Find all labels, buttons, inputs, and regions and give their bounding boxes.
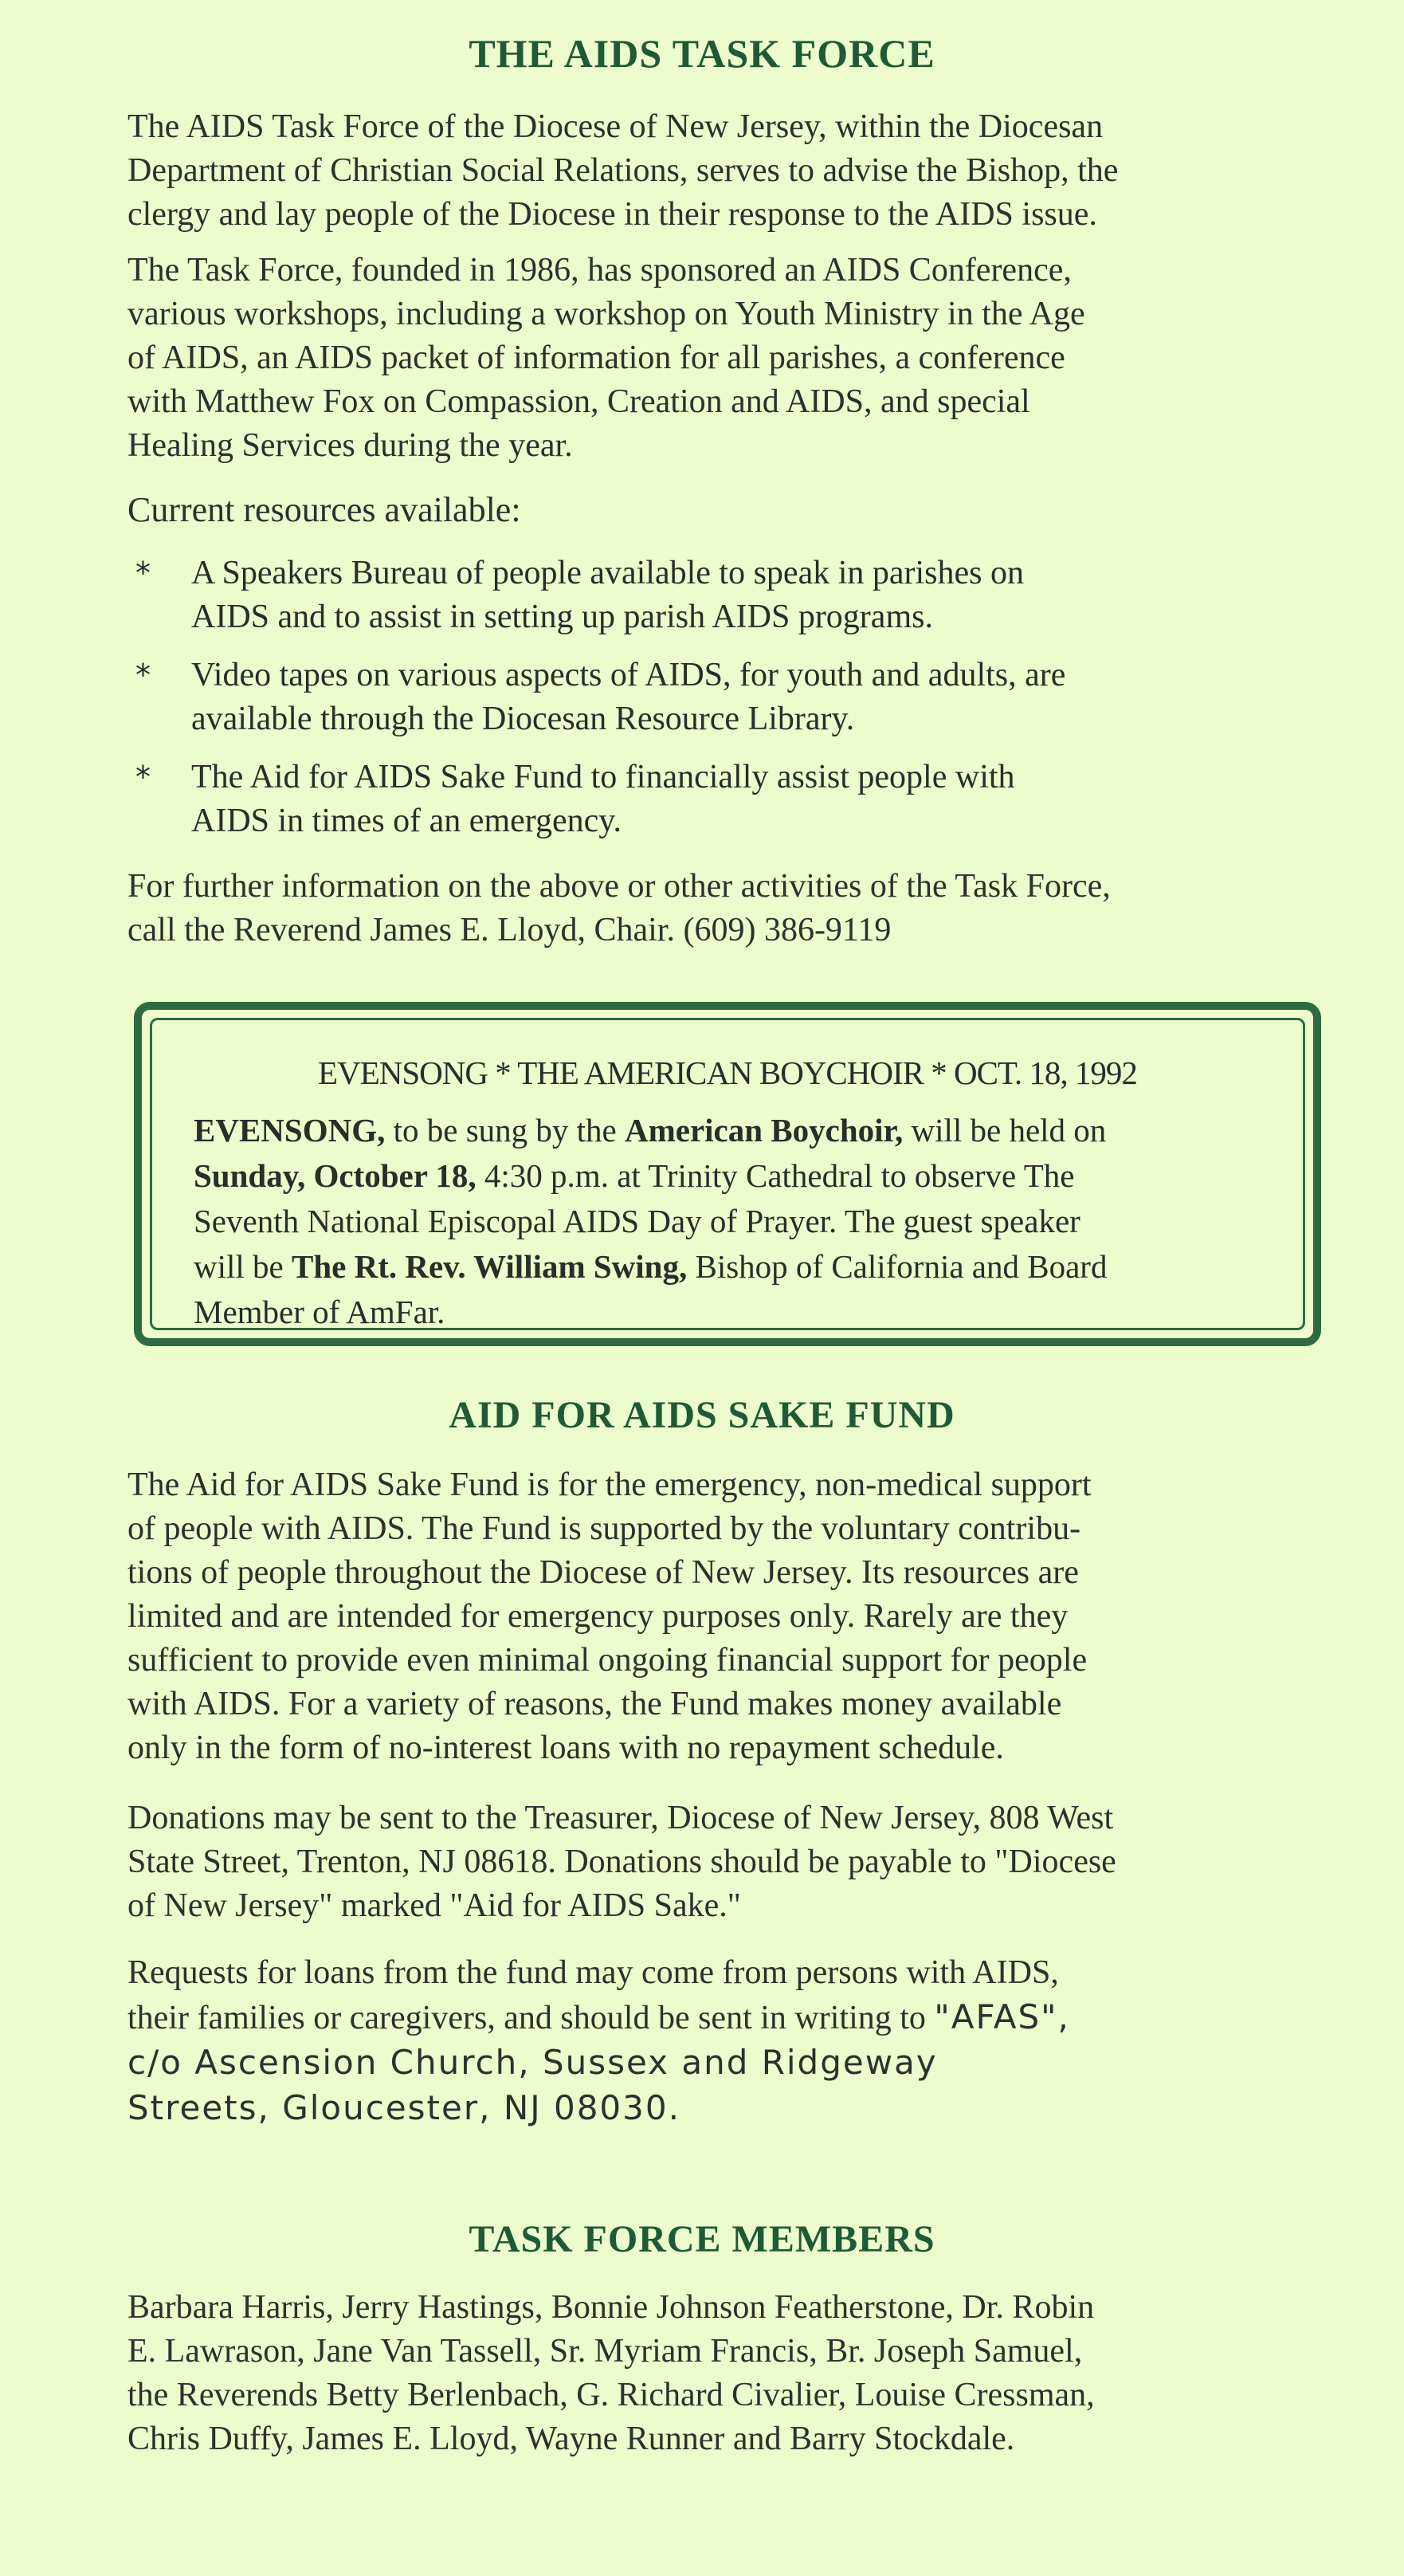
fund-line: only in the form of no-interest loans with no repayment schedule. xyxy=(127,1730,1004,1766)
members-heading: TASK FORCE MEMBERS xyxy=(469,2218,935,2260)
history-line: with Matthew Fox on Compassion, Creation and AIDS, and special xyxy=(127,383,1030,420)
contact-line: call the Reverend James E. Lloyd, Chair. (609) 386-9119 xyxy=(127,912,892,948)
guest-speaker: The Rt. Rev. William Swing, xyxy=(291,1248,688,1285)
intro-line: The AIDS Task Force of the Diocese of New Jersey, within the Diocesan xyxy=(127,108,1104,145)
resources-intro: Current resources available: xyxy=(127,490,521,529)
evensong-word: EVENSONG, xyxy=(194,1112,386,1149)
fund-heading: AID FOR AIDS SAKE FUND xyxy=(449,1394,955,1436)
request-line: their families or caregivers, and should be sent in writing to xyxy=(127,2000,935,2036)
resource-line: Video tapes on various aspects of AIDS, for youth and adults, are xyxy=(191,657,1066,693)
donation-line: State Street, Trenton, NJ 08618. Donations should be payable to "Diocese xyxy=(127,1844,1116,1880)
fund-line: of people with AIDS. The Fund is supported by the voluntary contribu- xyxy=(127,1510,1081,1547)
evensong-text: to be sung by the xyxy=(385,1112,625,1149)
evensong-inner-border xyxy=(150,1018,1305,1330)
evensong-text: will be held on xyxy=(903,1112,1107,1149)
evensong-body xyxy=(194,1108,1293,1335)
request-address-line: c/o Ascension Church, Sussex and Ridgeway xyxy=(127,2043,938,2082)
intro-line: Department of Christian Social Relations, serves to advise the Bishop, the xyxy=(127,152,1119,189)
members-line: E. Lawrason, Jane Van Tassell, Sr. Myriam Francis, Br. Joseph Samuel, xyxy=(127,2333,1083,2370)
fund-description xyxy=(127,1463,1331,1770)
fund-line: limited and are intended for emergency purposes only. Rarely are they xyxy=(127,1598,1069,1635)
fund-line: sufficient to provide even minimal ongoing financial support for people xyxy=(127,1642,1088,1679)
request-address-line: Streets, Gloucester, NJ 08030. xyxy=(127,2088,680,2127)
fund-line: with AIDS. For a variety of reasons, the Fund makes money available xyxy=(127,1686,1062,1722)
members-line: the Reverends Betty Berlenbach, G. Richard Civalier, Louise Cressman, xyxy=(127,2377,1095,2413)
task-force-heading: THE AIDS TASK FORCE xyxy=(469,31,935,76)
resource-line: available through the Diocesan Resource Library. xyxy=(191,701,855,737)
members-list xyxy=(127,2286,1331,2461)
task-force-history xyxy=(127,249,1331,468)
resources-list xyxy=(127,552,1331,858)
list-item xyxy=(127,756,1331,843)
evensong-title: EVENSONG * THE AMERICAN BOYCHOIR * OCT. 18, 1992 xyxy=(318,1054,1137,1091)
choir-name: American Boychoir, xyxy=(625,1112,904,1149)
history-line: Healing Services during the year. xyxy=(127,427,573,464)
list-item xyxy=(127,552,1331,639)
resource-line: The Aid for AIDS Sake Fund to financially assist people with xyxy=(191,759,1015,795)
evensong-text: Bishop of California and Board xyxy=(687,1248,1108,1285)
members-line: Chris Duffy, James E. Lloyd, Wayne Runner and Barry Stockdale. xyxy=(127,2421,1015,2457)
task-force-intro xyxy=(127,105,1331,237)
history-line: The Task Force, founded in 1986, has sponsored an AIDS Conference, xyxy=(127,252,1072,289)
asterisk-bullet: * xyxy=(135,658,151,693)
donation-line: Donations may be sent to the Treasurer, Diocese of New Jersey, 808 West xyxy=(127,1800,1114,1836)
contact-line: For further information on the above or other activities of the Task Force, xyxy=(127,868,1111,905)
evensong-text: will be xyxy=(194,1248,292,1285)
asterisk-bullet: * xyxy=(135,760,151,795)
evensong-text: Member of AmFar. xyxy=(194,1294,445,1330)
members-line: Barbara Harris, Jerry Hastings, Bonnie Johnson Featherstone, Dr. Robin xyxy=(127,2289,1095,2326)
history-line: of AIDS, an AIDS packet of information for all parishes, a conference xyxy=(127,340,1065,376)
donation-line: of New Jersey" marked "Aid for AIDS Sake." xyxy=(127,1887,741,1924)
resource-line: AIDS in times of an emergency. xyxy=(191,803,622,839)
list-item xyxy=(127,654,1331,741)
fund-requests xyxy=(127,1951,1331,2131)
evensong-text: Seventh National Episcopal AIDS Day of Prayer. The guest speaker xyxy=(194,1203,1080,1239)
evensong-box xyxy=(134,1002,1321,1346)
resource-line: A Speakers Bureau of people available to speak in parishes on xyxy=(191,555,1025,591)
task-force-contact xyxy=(127,865,1331,952)
asterisk-bullet: * xyxy=(135,556,151,591)
request-line: Requests for loans from the fund may come from persons with AIDS, xyxy=(127,1954,1059,1991)
resource-line: AIDS and to assist in setting up parish AIDS programs. xyxy=(191,599,933,635)
afas-name: "AFAS", xyxy=(934,1997,1070,2036)
fund-donations xyxy=(127,1797,1331,1928)
intro-line: clergy and lay people of the Diocese in their response to the AIDS issue. xyxy=(127,196,1097,233)
evensong-text: 4:30 p.m. at Trinity Cathedral to observe The xyxy=(476,1157,1075,1194)
history-line: various workshops, including a workshop on Youth Ministry in the Age xyxy=(127,296,1085,332)
evensong-date: Sunday, October 18, xyxy=(194,1157,476,1194)
fund-line: The Aid for AIDS Sake Fund is for the emergency, non-medical support xyxy=(127,1467,1092,1503)
fund-line: tions of people throughout the Diocese of New Jersey. Its resources are xyxy=(127,1554,1079,1591)
